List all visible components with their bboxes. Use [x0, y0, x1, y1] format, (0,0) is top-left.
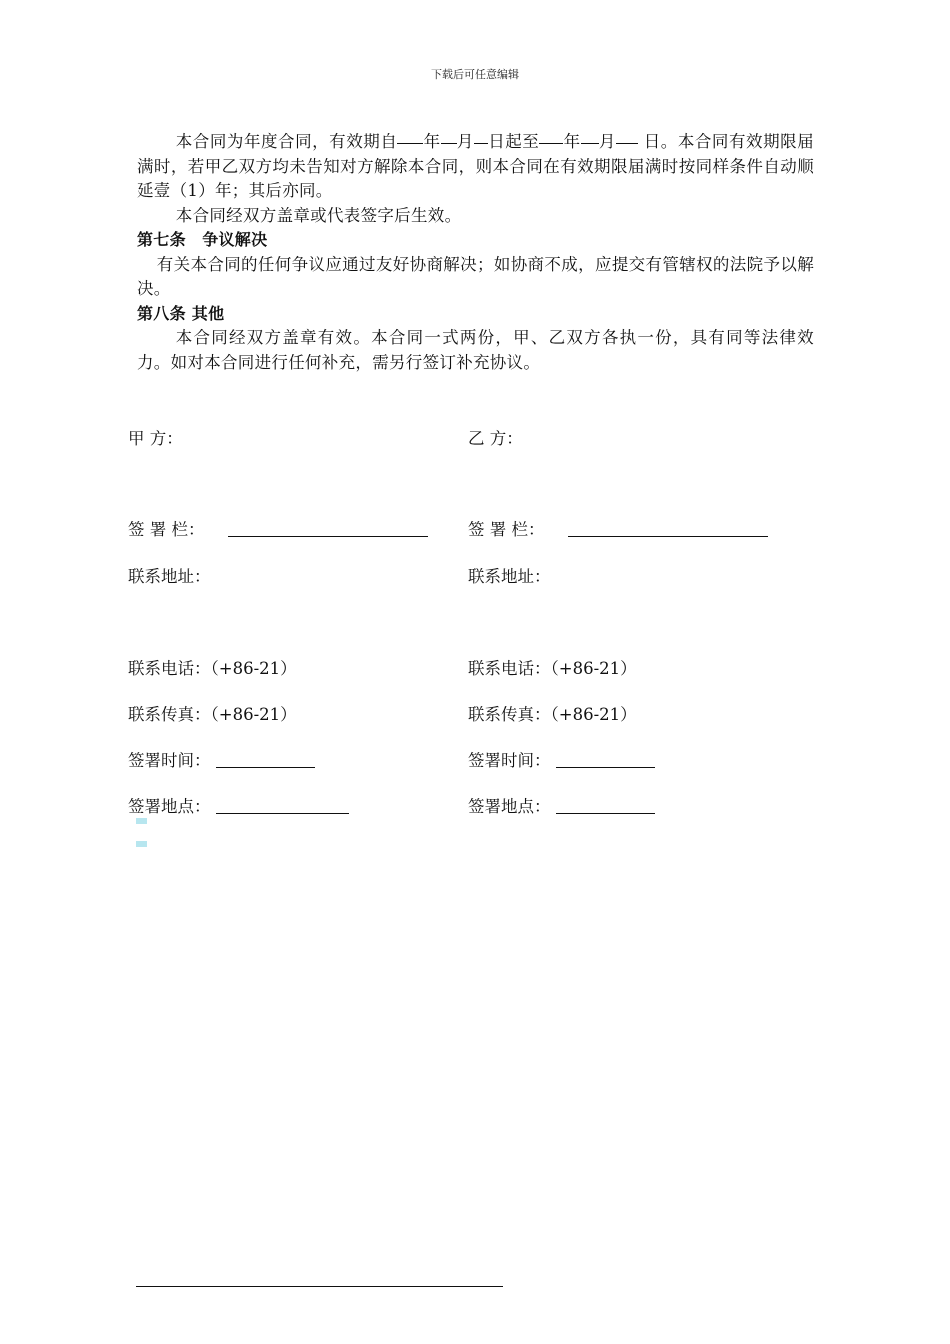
party-b-date-row	[468, 747, 655, 771]
blank-day-end	[616, 142, 638, 144]
party-a-fax: 联系传真：（+86-21）	[128, 705, 297, 724]
party-b-fax: 联系传真：（+86-21）	[468, 705, 637, 724]
blank-month-start	[441, 142, 457, 144]
article-8-heading: 第八条 其他	[137, 303, 225, 323]
blank-day-start	[474, 142, 488, 144]
party-a-date-line[interactable]	[216, 753, 315, 768]
party-a-place-label: 签署地点：	[128, 797, 211, 816]
party-b-address: 联系地址：	[468, 567, 551, 586]
party-a-sign-row	[128, 516, 428, 540]
party-a-address: 联系地址：	[128, 567, 211, 586]
party-a-date-row	[128, 747, 315, 771]
page-header: 下载后可任意编辑	[431, 68, 519, 81]
party-b-place-label: 签署地点：	[468, 797, 551, 816]
party-b-date-label: 签署时间：	[468, 751, 551, 770]
party-a-phone: 联系电话：（+86-21）	[128, 659, 297, 678]
footnote-separator	[136, 1286, 503, 1287]
other-paragraph: 本合同经双方盖章有效。本合同一式两份，甲、乙双方各执一份，具有同等法律效力。如对本合同进行任何补充，需另行签订补充协议。	[137, 328, 814, 372]
term-text-6: 月	[598, 132, 616, 151]
party-b-place-line[interactable]	[556, 799, 655, 814]
party-a-date-label: 签署时间：	[128, 751, 211, 770]
party-a-place-line[interactable]	[216, 799, 349, 814]
article-7-heading: 第七条 争议解决	[137, 230, 268, 249]
blank-year-start	[397, 142, 423, 144]
blank-month-end	[581, 142, 599, 144]
term-text-7: 日。本合同有效期限届满时，若甲乙双方均未告知对方解除本合同，则本合同在有效期限届满时按同样条件自动顺延壹（1）年；其后亦同。	[137, 132, 814, 200]
party-b-date-line[interactable]	[556, 753, 655, 768]
term-text-2: 年	[423, 132, 441, 151]
party-a-place-row	[128, 793, 349, 817]
effective-paragraph: 本合同经双方盖章或代表签字后生效。	[175, 205, 462, 225]
dispute-paragraph: 有关本合同的任何争议应通过友好协商解决；如协商不成，应提交有管辖权的法院予以解决。	[137, 254, 814, 298]
contract-body	[137, 130, 814, 375]
party-a-label: 甲 方：	[128, 429, 183, 448]
term-text-4: 日起至	[487, 132, 540, 151]
party-b-phone: 联系电话：（+86-21）	[468, 659, 637, 678]
party-b-sign-line[interactable]	[568, 522, 768, 537]
paragraph-mark	[136, 818, 147, 824]
paragraph-mark	[136, 841, 147, 847]
term-text-1: 本合同为年度合同，有效期自	[175, 132, 398, 151]
party-b-place-row	[468, 793, 655, 817]
blank-year-end	[539, 142, 563, 144]
party-b-label: 乙 方：	[468, 429, 523, 448]
term-text-5: 年	[563, 132, 581, 151]
term-paragraph	[137, 130, 814, 204]
party-b-sign-row	[468, 516, 768, 540]
party-a-sign-label: 签 署 栏：	[128, 520, 205, 539]
party-a-sign-line[interactable]	[228, 522, 428, 537]
party-b-sign-label: 签 署 栏：	[468, 520, 545, 539]
term-text-3: 月	[456, 132, 474, 151]
